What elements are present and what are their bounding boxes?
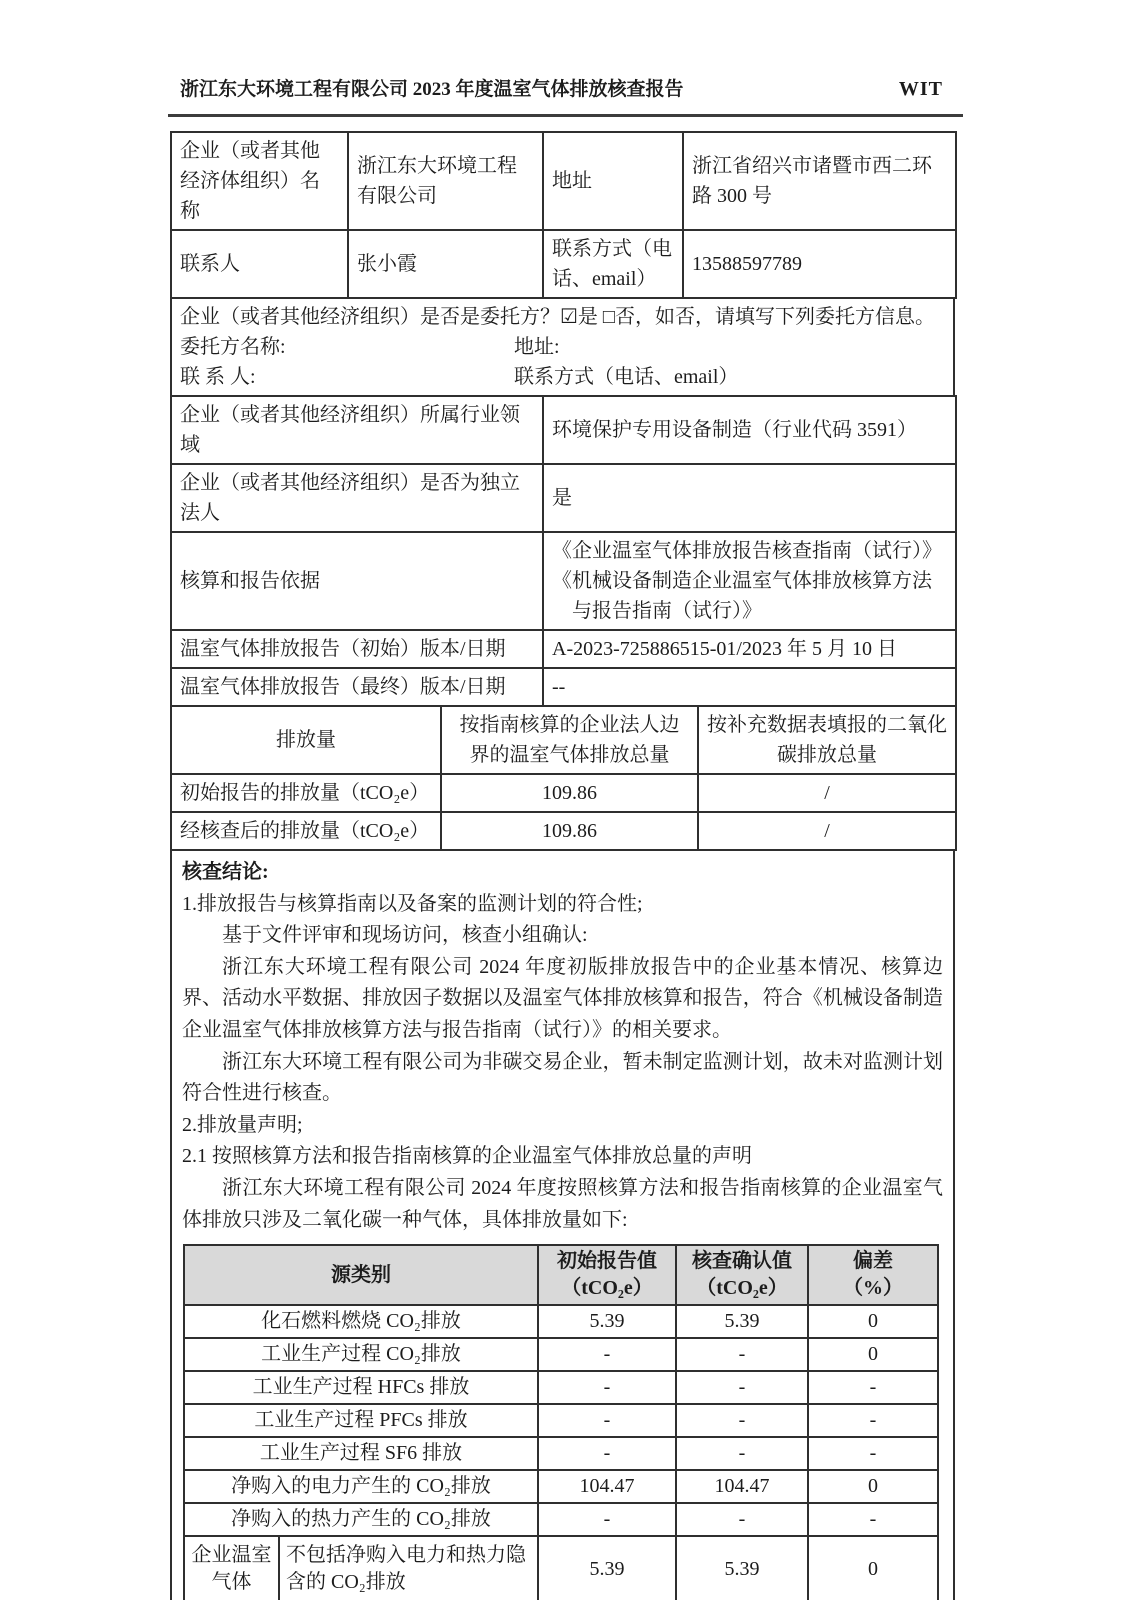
- source-table-row: [184, 1470, 938, 1503]
- report-body: [170, 131, 955, 1600]
- emission-source-table: [183, 1244, 939, 1600]
- source-col-header: 源类别: [184, 1245, 538, 1305]
- legal-entity-label: 企业（或者其他经济组织）是否为独立法人: [171, 464, 543, 532]
- summary-col1-header: 排放量: [171, 706, 441, 774]
- basis-line: 与报告指南（试行）》: [572, 600, 762, 622]
- verified-emission-supplement: /: [698, 812, 956, 850]
- conclusion-table: [170, 849, 955, 1600]
- initial-emission-label: 初始报告的排放量（tCO₂e）: [171, 774, 441, 812]
- table-row: [171, 396, 956, 464]
- initial-value: 5.39: [538, 1536, 676, 1600]
- source-group-label: 企业温室气体: [184, 1536, 279, 1600]
- client-contact-label: 联 系 人:: [180, 366, 256, 388]
- conclusion-paragraph: 基于文件评审和现场访问，核查小组确认:: [222, 924, 588, 947]
- verified-col-header: 核查确认值 （tCO₂e）: [676, 1245, 808, 1305]
- verified-emission-label: 经核查后的排放量（tCO₂e）: [171, 812, 441, 850]
- brand-mark: WIT: [898, 78, 943, 100]
- conclusion-paragraph: 2.排放量声明;: [182, 1113, 303, 1136]
- deviation-value: -: [808, 1371, 938, 1404]
- basis-line: 《企业温室气体排放报告核查指南（试行）》: [552, 540, 942, 562]
- client-name-label: 委托方名称:: [180, 336, 286, 358]
- report-meta-table: [170, 395, 957, 707]
- conclusion-paragraph: 1.排放报告与核算指南以及备案的监测计划的符合性;: [182, 892, 643, 915]
- conclusion-cell: [171, 850, 954, 1600]
- verified-value: -: [676, 1338, 808, 1371]
- deviation-value: -: [808, 1437, 938, 1470]
- initial-value: -: [538, 1371, 676, 1404]
- source-table-row: [184, 1536, 938, 1600]
- initial-value: -: [538, 1437, 676, 1470]
- summary-col3-header: 按补充数据表填报的二氧化碳排放总量: [698, 706, 956, 774]
- table-row: [171, 230, 956, 298]
- header-divider: [168, 114, 963, 117]
- contact-value: 张小霞: [348, 230, 543, 298]
- emission-summary-table: [170, 705, 957, 851]
- table-row: [171, 298, 954, 396]
- table-row: [171, 706, 956, 774]
- verified-emission-guideline: 109.86: [441, 812, 698, 850]
- conclusion-paragraph: 2.1 按照核算方法和报告指南核算的企业温室气体排放总量的声明: [182, 1145, 752, 1168]
- company-name-value: 浙江东大环境工程有限公司: [348, 132, 543, 230]
- source-table-row: [184, 1305, 938, 1338]
- client-contact-method-label: 联系方式（电话、email）: [514, 366, 739, 388]
- source-table-row: [184, 1404, 938, 1437]
- deviation-col-header: 偏差 （%）: [808, 1245, 938, 1305]
- client-name-line: [180, 332, 945, 362]
- source-label: 工业生产过程 HFCs 排放: [184, 1371, 538, 1404]
- contact-method-value: 13588597789: [683, 230, 956, 298]
- initial-emission-guideline: 109.86: [441, 774, 698, 812]
- final-report-value: --: [543, 668, 956, 706]
- source-header-row: [184, 1245, 938, 1305]
- address-label: 地址: [543, 132, 683, 230]
- page-title: 浙江东大环境工程有限公司 2023 年度温室气体排放核查报告: [180, 79, 684, 100]
- table-row: [171, 812, 956, 850]
- deviation-value: -: [808, 1503, 938, 1536]
- legal-entity-value: 是: [543, 464, 956, 532]
- client-question: 企业（或者其他经济组织）是否是委托方？☑是 □否，如否，请填写下列委托方信息。: [180, 306, 936, 328]
- verified-value: -: [676, 1437, 808, 1470]
- table-row: [171, 850, 954, 1600]
- basis-value: [543, 532, 956, 630]
- company-info-table: [170, 131, 957, 299]
- deviation-value: 0: [808, 1338, 938, 1371]
- client-contact-line: [180, 362, 945, 392]
- source-label: 净购入的电力产生的 CO₂排放: [184, 1470, 538, 1503]
- deviation-value: 0: [808, 1305, 938, 1338]
- table-row: [171, 774, 956, 812]
- source-table-row: [184, 1371, 938, 1404]
- conclusion-paragraph: 浙江东大环境工程有限公司 2024 年度初版排放报告中的企业基本情况、核算边界、活动水平数据、排放因子数据以及温室气体排放核算和报告，符合《机械设备制造企业温室气体排放核算方法与报告指南（试行）》的相关要求。: [182, 955, 943, 1041]
- basis-label: 核算和报告依据: [171, 532, 543, 630]
- client-info-cell: [171, 298, 954, 396]
- initial-report-label: 温室气体排放报告（初始）版本/日期: [171, 630, 543, 668]
- initial-value: -: [538, 1503, 676, 1536]
- contact-method-label: 联系方式（电话、email）: [543, 230, 683, 298]
- table-row: [171, 464, 956, 532]
- verified-value: -: [676, 1503, 808, 1536]
- industry-value: 环境保护专用设备制造（行业代码 3591）: [543, 396, 956, 464]
- verified-value: -: [676, 1371, 808, 1404]
- deviation-value: -: [808, 1404, 938, 1437]
- verified-value: -: [676, 1404, 808, 1437]
- source-table-row: [184, 1437, 938, 1470]
- source-table-row: [184, 1338, 938, 1371]
- source-label: 工业生产过程 SF6 排放: [184, 1437, 538, 1470]
- source-label: 不包括净购入电力和热力隐含的 CO₂排放: [279, 1536, 538, 1600]
- table-row: [171, 532, 956, 630]
- deviation-value: 0: [808, 1536, 938, 1600]
- final-report-label: 温室气体排放报告（最终）版本/日期: [171, 668, 543, 706]
- initial-value: 5.39: [538, 1305, 676, 1338]
- page-header: [180, 0, 943, 101]
- initial-value: -: [538, 1404, 676, 1437]
- table-row: [171, 630, 956, 668]
- industry-label: 企业（或者其他经济组织）所属行业领域: [171, 396, 543, 464]
- source-label: 净购入的热力产生的 CO₂排放: [184, 1503, 538, 1536]
- deviation-value: 0: [808, 1470, 938, 1503]
- source-table-row: [184, 1503, 938, 1536]
- table-row: [171, 132, 956, 230]
- initial-report-value: A-2023-725886515-01/2023 年 5 月 10 日: [543, 630, 956, 668]
- verified-value: 5.39: [676, 1305, 808, 1338]
- table-row: [171, 668, 956, 706]
- conclusion-paragraph: 浙江东大环境工程有限公司为非碳交易企业，暂未制定监测计划，故未对监测计划符合性进行核查。: [182, 1050, 943, 1105]
- client-address-label: 地址:: [514, 336, 560, 358]
- verified-value: 104.47: [676, 1470, 808, 1503]
- initial-value: -: [538, 1338, 676, 1371]
- basis-line: 《机械设备制造企业温室气体排放核算方法: [552, 570, 932, 592]
- verified-value: 5.39: [676, 1536, 808, 1600]
- contact-label: 联系人: [171, 230, 348, 298]
- initial-col-header: 初始报告值 （tCO₂e）: [538, 1245, 676, 1305]
- company-name-label: 企业（或者其他经济体组织）名称: [171, 132, 348, 230]
- source-label: 工业生产过程 CO₂排放: [184, 1338, 538, 1371]
- initial-value: 104.47: [538, 1470, 676, 1503]
- address-value: 浙江省绍兴市诸暨市西二环路 300 号: [683, 132, 956, 230]
- initial-emission-supplement: /: [698, 774, 956, 812]
- source-label: 化石燃料燃烧 CO₂排放: [184, 1305, 538, 1338]
- conclusion-heading: 核查结论:: [182, 861, 269, 883]
- source-label: 工业生产过程 PFCs 排放: [184, 1404, 538, 1437]
- conclusion-paragraph: 浙江东大环境工程有限公司 2024 年度按照核算方法和报告指南核算的企业温室气体排放只涉及二氧化碳一种气体，具体排放量如下:: [182, 1176, 943, 1231]
- summary-col2-header: 按指南核算的企业法人边界的温室气体排放总量: [441, 706, 698, 774]
- client-info-table: [170, 297, 955, 397]
